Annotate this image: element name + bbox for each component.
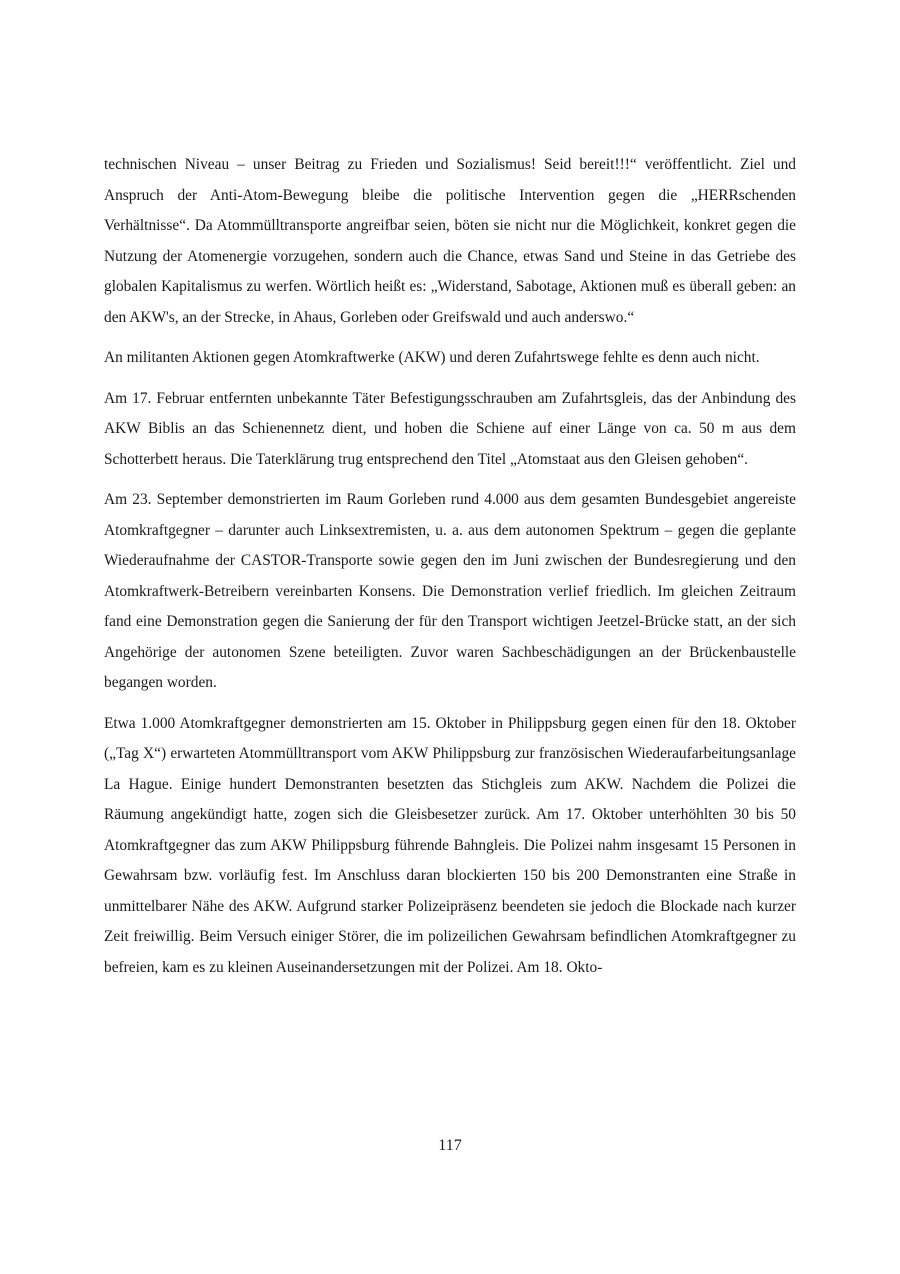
document-body xyxy=(104,150,796,993)
paragraph-philippsburg: Etwa 1.000 Atomkraftgegner demonstrierten am 15. Oktober in Philippsburg gegen einen für den 18. Oktober („Tag X“) erwarteten Atommülltransport vom AKW Philippsburg zur französischen Wiederaufarbeitungsanlage La Hague. Einige hundert Demonstranten besetzten das Stichgleis zum AKW. Nachdem die Polizei die Räumung angekündigt hatte, zogen sich die Gleisbesetzer zurück. Am 17. Oktober unterhöhlten 30 bis 50 Atomkraftgegner das zum AKW Philippsburg führende Bahngleis. Die Polizei nahm insgesamt 15 Personen in Gewahrsam bzw. vorläufig fest. Im Anschluss daran blockierten 150 bis 200 Demonstranten eine Straße in unmittelbarer Nähe des AKW. Aufgrund starker Polizeipräsenz beendeten sie jedoch die Blockade nach kurzer Zeit freiwillig. Beim Versuch einiger Störer, die im polizeilichen Gewahrsam befindlichen Atomkraftgegner zu befreien, kam es zu kleinen Auseinandersetzungen mit der Polizei. Am 18. Okto- xyxy=(104,714,796,976)
page-number: 117 xyxy=(438,1137,462,1154)
paragraph-intro: technischen Niveau – unser Beitrag zu Frieden und Sozialismus! Seid bereit!!!“ veröffentlicht. Ziel und Anspruch der Anti-Atom-Bewegung bleibe die politische Intervention gegen die „HERRschenden Verhältnisse“. Da Atommülltransporte angreifbar seien, böten sie nicht nur die Möglichkeit, konkret gegen die Nutzung der Atomenergie vorzugehen, sondern auch die Chance, etwas Sand und Steine in das Getriebe des globalen Kapitalismus zu werfen. Wörtlich heißt es: „Widerstand, Sabotage, Aktionen muß es überall geben: an den AKW's, an der Strecke, in Ahaus, Gorleben oder Greifswald und auch anderswo.“ xyxy=(104,156,796,326)
paragraph-militant-actions: An militanten Aktionen gegen Atomkraftwerke (AKW) und deren Zufahrtswege fehlte es denn auch nicht. xyxy=(104,349,760,366)
paragraph-biblis: Am 17. Februar entfernten unbekannte Täter Befestigungsschrauben am Zufahrtsgleis, das der Anbindung des AKW Biblis an das Schienennetz dient, und hoben die Schiene auf einer Länge von ca. 50 m aus dem Schotterbett heraus. Die Taterklärung trug entsprechend den Titel „Atomstaat aus den Gleisen gehoben“. xyxy=(104,389,796,468)
paragraph-gorleben: Am 23. September demonstrierten im Raum Gorleben rund 4.000 aus dem gesamten Bundesgebiet angereiste Atomkraftgegner – darunter auch Linksextremisten, u. a. aus dem autonomen Spektrum – gegen die geplante Wiederaufnahme der CASTOR-Transporte sowie gegen den im Juni zwischen der Bundesregierung und den Atomkraftwerk-Betreibern vereinbarten Konsens. Die Demonstration verlief friedlich. Im gleichen Zeitraum fand eine Demonstration gegen die Sanierung der für den Transport wichtigen Jeetzel-Brücke statt, an der sich Angehörige der autonomen Szene beteiligten. Zuvor waren Sachbeschädigungen an der Brückenbaustelle begangen worden. xyxy=(104,491,796,691)
